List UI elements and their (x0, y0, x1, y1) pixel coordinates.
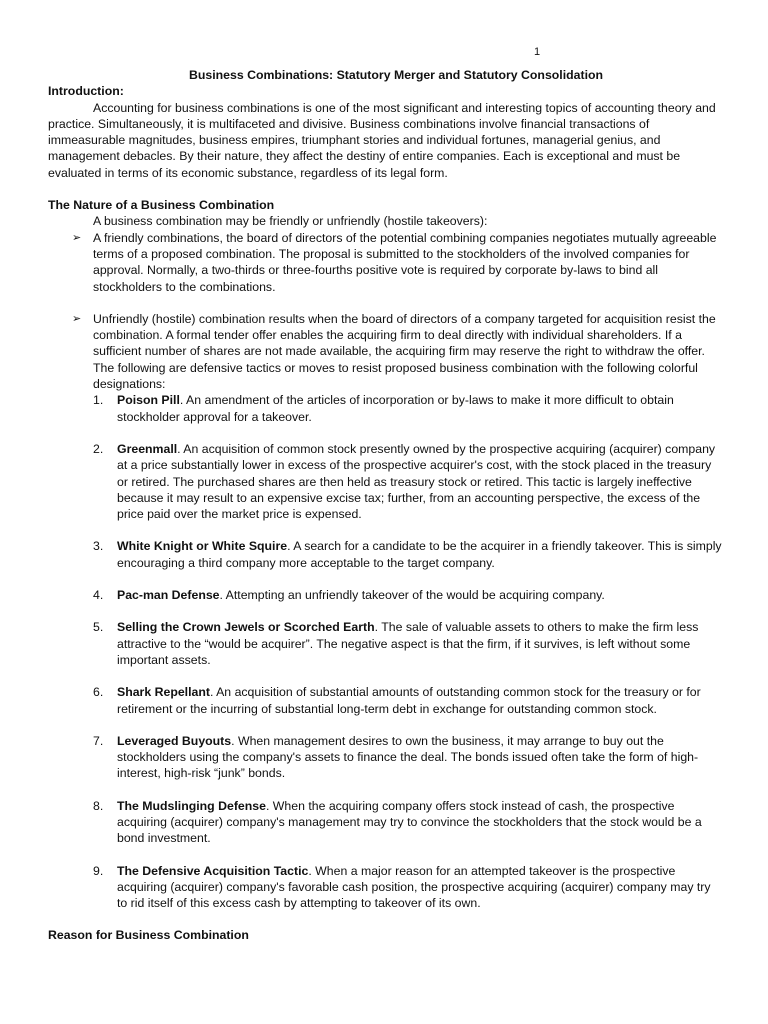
spacer (48, 911, 724, 927)
page-number: 1 (534, 46, 541, 58)
document-title: Business Combinations: Statutory Merger and Statutory Consolidation (188, 68, 604, 82)
document-body (48, 67, 724, 944)
nature-lead: A business combination may be friendly or unfriendly (hostile takeovers): (93, 214, 488, 229)
tactic-description: . An acquisition of common stock presently owned by the prospective acquiring (acquirer) company at a price substantially lower in excess of the prospective acquirer's cost, with the stock placed in the treasury or retired. The purchased shares are then held as treasury stock or retired. This tactic is largely ineffective because it may result to an expensive excise tax; further, from an accounting perspective, the excess of the price paid over the market price is expensed. (117, 441, 716, 522)
tactic-description: . The sale of valuable assets to others to make the firm less attractive to the “would be acquirer”. The negative aspect is that the firm, if it survives, is left without some important assets. (117, 620, 699, 667)
tactic-description: . An amendment of the articles of incorporation or by-laws to make it more difficult to obtain stockholder approval for a takeover. (117, 393, 674, 424)
nature-heading: The Nature of a Business Combination (48, 198, 275, 213)
introduction-paragraph: Accounting for business combinations is one of the most significant and interesting topics of accounting theory and practice. Simultaneously, it is multifaceted and divisive. Business combinations involve financial transactions of immeasurable magnitudes, business empires, triumphant stories and individual fortunes, managerial genius, and management debacles. By their nature, they affect the destiny of entire companies. Each is exceptional and must be evaluated in terms of its economic substance, regardless of its legal form. (48, 100, 716, 180)
list-number: 5. (93, 620, 104, 635)
tactic-description: . Attempting an unfriendly takeover of the would be acquiring company. (219, 588, 605, 603)
spacer (48, 295, 724, 311)
list-item (48, 863, 724, 912)
list-item (48, 538, 724, 571)
arrow-bullet-icon: ➢ (72, 312, 82, 325)
tactic-term: Selling the Crown Jewels or Scorched Earth (117, 620, 375, 635)
reason-heading: Reason for Business Combination (48, 928, 249, 943)
tactic-term: The Mudslinging Defense (117, 798, 266, 813)
tactic-term: Poison Pill (117, 393, 180, 408)
defensive-tactics-list (48, 392, 724, 911)
list-number: 9. (93, 863, 104, 878)
tactic-description: . A search for a candidate to be the acquirer in a friendly takeover. This is simply encouraging a third company more acceptable to the target company. (117, 539, 722, 570)
list-item (48, 798, 724, 847)
tactic-term: Leveraged Buyouts (117, 733, 232, 748)
tactic-term: Shark Repellant (117, 685, 210, 700)
list-number: 8. (93, 798, 104, 813)
list-number: 3. (93, 539, 104, 554)
list-item (48, 619, 724, 668)
tactic-term: The Defensive Acquisition Tactic (117, 863, 309, 878)
arrow-bullet-icon: ➢ (72, 231, 82, 244)
introduction-heading: Introduction: (48, 84, 124, 99)
list-number: 1. (93, 393, 104, 408)
bullet-unfriendly (48, 311, 724, 392)
list-item (48, 392, 724, 425)
spacer (48, 181, 724, 197)
tactic-term: Pac-man Defense (117, 588, 220, 603)
tactic-description: . When a major reason for an attempted takeover is the prospective acquiring (acquirer) company's favorable cash position, the prospective acquiring (acquirer) company may try to rid itself of this excess cash by attempting to takeover of its own. (117, 863, 711, 911)
list-item (48, 587, 724, 603)
list-number: 2. (93, 441, 104, 456)
unfriendly-combination-text: Unfriendly (hostile) combination results when the board of directors of a company targeted for acquisition resist the combination. A formal tender offer enables the acquiring firm to deal directly with individual shareholders. If a sufficient number of shares are not made available, the acquiring firm may reserve the right to withdraw the offer. The following are defensive tactics or moves to resist proposed business combination with the following colorful designations: (93, 311, 716, 392)
tactic-description: . An acquisition of substantial amounts of outstanding common stock for the treasury or for retirement or the incurring of substantial long-term debt in exchange for outstanding common stock. (117, 685, 701, 716)
tactic-description: . When the acquiring company offers stock instead of cash, the prospective acquiring (acquirer) company's management may try to convince the stockholders that the stock would be a bond investment. (117, 798, 702, 846)
tactic-term: Greenmall (117, 441, 178, 456)
list-number: 7. (93, 733, 104, 748)
friendly-combination-text: A friendly combinations, the board of directors of the potential combining companies negotiates mutually agreeable terms of a proposed combination. The proposal is submitted to the stockholders of the involved companies for approval. Normally, a two-thirds or three-fourths positive vote is required by corporate by-laws to bind all stockholders to the combinations. (93, 230, 717, 294)
tactic-term: White Knight or White Squire (117, 539, 288, 554)
list-number: 4. (93, 588, 104, 603)
list-item (48, 441, 724, 522)
bullet-friendly (48, 230, 724, 295)
list-item (48, 684, 724, 717)
list-number: 6. (93, 685, 104, 700)
list-item (48, 733, 724, 782)
tactic-description: . When management desires to own the business, it may arrange to buy out the stockholders using the company's assets to finance the deal. The bonds issued often take the form of high-interest, high-risk “junk” bonds. (117, 733, 699, 781)
